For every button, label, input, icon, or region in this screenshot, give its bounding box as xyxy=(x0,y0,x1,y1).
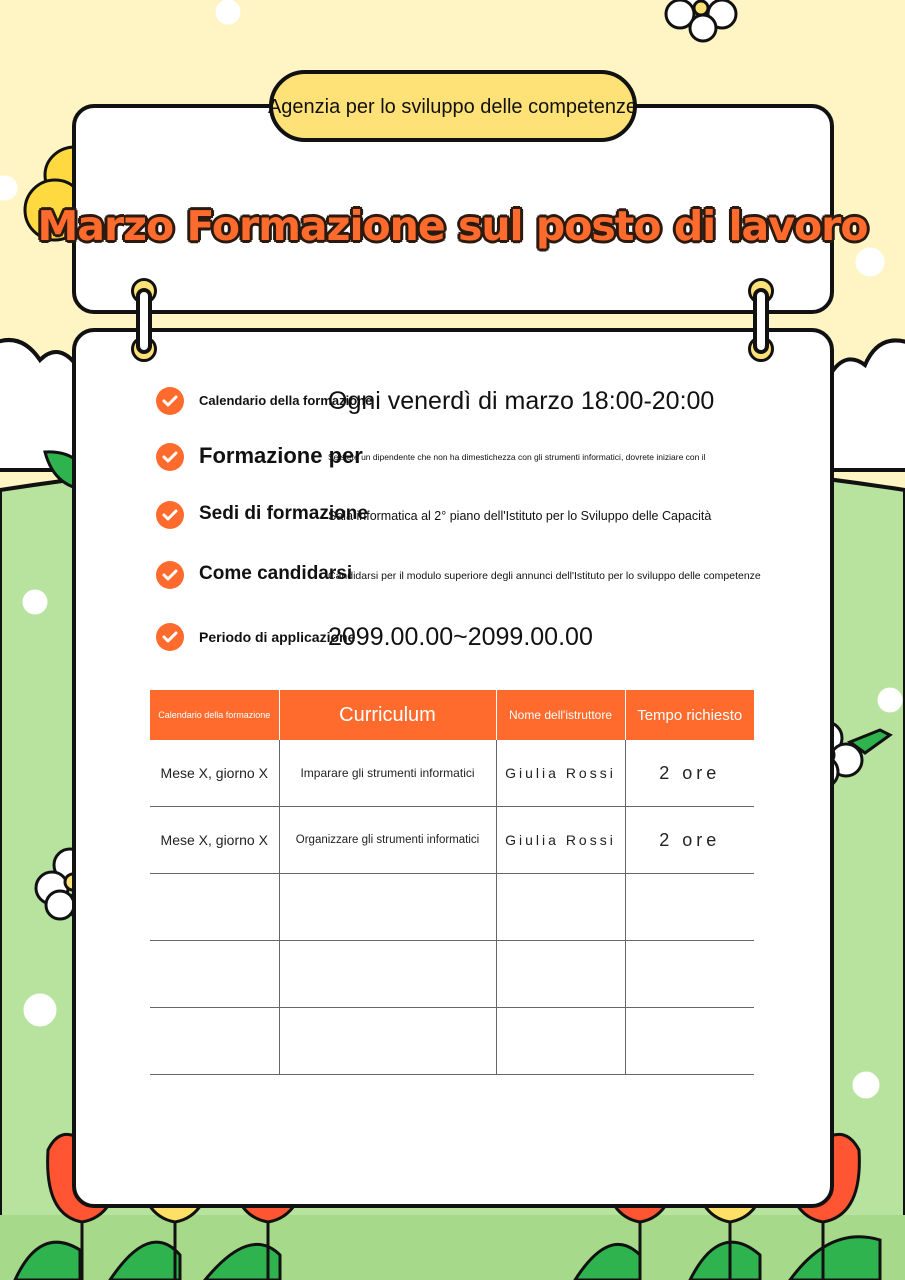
table-header-row xyxy=(150,690,754,740)
binder-ring xyxy=(753,288,769,354)
table-cell-date: Mese X, giorno X xyxy=(150,740,279,807)
info-value: Candidarsi per il modulo superiore degli annunci dell'Istituto per lo sviluppo delle competenze xyxy=(328,570,761,582)
schedule-table xyxy=(150,690,754,1075)
check-icon xyxy=(156,561,184,589)
organization-name: Agenzia per lo sviluppo delle competenze xyxy=(267,96,638,118)
table-row xyxy=(150,941,754,1008)
table-row xyxy=(150,1008,754,1075)
table-cell-date: Mese X, giorno X xyxy=(150,807,279,874)
check-icon xyxy=(156,623,184,651)
table-cell-curriculum xyxy=(279,874,496,941)
table-cell-curriculum xyxy=(279,941,496,1008)
table-cell-time xyxy=(625,874,754,941)
table-cell-instructor: Giulia Rossi xyxy=(496,807,625,874)
table-cell-date xyxy=(150,874,279,941)
table-cell-curriculum: Imparare gli strumenti informatici xyxy=(279,740,496,807)
table-row xyxy=(150,740,754,807)
info-value: 2099.00.00~2099.00.00 xyxy=(328,623,593,651)
info-label: Calendario della formazione xyxy=(199,393,373,408)
table-cell-date xyxy=(150,1008,279,1075)
table-cell-curriculum: Organizzare gli strumenti informatici xyxy=(279,807,496,874)
table-cell-instructor xyxy=(496,941,625,1008)
table-cell-instructor xyxy=(496,874,625,941)
info-value: Sala informatica al 2° piano dell'Istituto per lo Sviluppo delle Capacità xyxy=(328,509,712,523)
column-header: Nome dell'istruttore xyxy=(496,690,625,740)
info-label: Come candidarsi xyxy=(199,563,353,584)
table-row xyxy=(150,807,754,874)
table-cell-date xyxy=(150,941,279,1008)
info-value: Se siete un dipendente che non ha dimestichezza con gli strumenti informatici, dovrete iniziare con il xyxy=(328,452,706,462)
info-value: Ogni venerdì di marzo 18:00-20:00 xyxy=(328,387,715,415)
table-cell-instructor xyxy=(496,1008,625,1075)
table-cell-curriculum xyxy=(279,1008,496,1075)
column-header: Tempo richiesto xyxy=(625,690,754,740)
info-label: Sedi di formazione xyxy=(199,503,368,524)
check-icon xyxy=(156,501,184,529)
table-cell-time xyxy=(625,941,754,1008)
page-title: Marzo Formazione sul posto di lavoro xyxy=(37,202,868,250)
check-icon xyxy=(156,443,184,471)
table-cell-time xyxy=(625,1008,754,1075)
binder-ring xyxy=(136,288,152,354)
table-cell-instructor: Giulia Rossi xyxy=(496,740,625,807)
table-cell-time: 2 ore xyxy=(625,740,754,807)
info-label: Formazione per xyxy=(199,443,363,468)
table-row xyxy=(150,874,754,941)
check-icon xyxy=(156,387,184,415)
info-label: Periodo di applicazione xyxy=(199,629,356,645)
column-header: Calendario della formazione xyxy=(150,690,279,740)
table-cell-time: 2 ore xyxy=(625,807,754,874)
column-header: Curriculum xyxy=(279,690,496,740)
